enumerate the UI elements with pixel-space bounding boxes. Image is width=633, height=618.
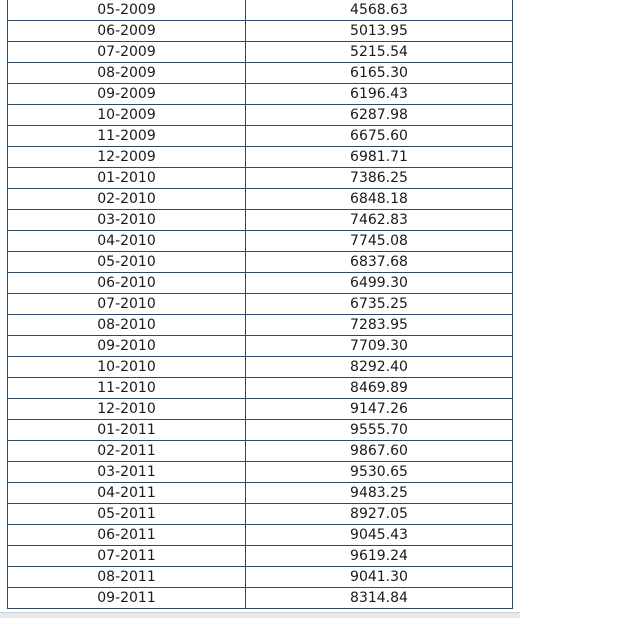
date-cell: 09-2009 [8,84,246,105]
value-cell: 6735.25 [246,294,513,315]
value-cell: 6981.71 [246,147,513,168]
value-cell: 6837.68 [246,252,513,273]
value-cell: 6848.18 [246,189,513,210]
value-cell: 6196.43 [246,84,513,105]
date-cell: 05-2011 [8,504,246,525]
value-cell: 7745.08 [246,231,513,252]
value-cell: 8927.05 [246,504,513,525]
table-row [8,483,513,504]
table-row [8,588,513,609]
date-cell: 06-2011 [8,525,246,546]
value-cell: 8292.40 [246,357,513,378]
value-cell: 4568.63 [246,0,513,21]
date-cell: 01-2011 [8,420,246,441]
value-cell: 7386.25 [246,168,513,189]
date-cell: 05-2010 [8,252,246,273]
date-cell: 02-2010 [8,189,246,210]
date-cell: 08-2010 [8,315,246,336]
value-cell: 9041.30 [246,567,513,588]
date-cell: 09-2010 [8,336,246,357]
date-cell: 07-2009 [8,42,246,63]
table-row [8,84,513,105]
date-cell: 03-2010 [8,210,246,231]
table-row [8,399,513,420]
table-row [8,210,513,231]
date-cell: 08-2009 [8,63,246,84]
value-cell: 9619.24 [246,546,513,567]
date-cell: 11-2009 [8,126,246,147]
value-cell: 9530.65 [246,462,513,483]
table-row [8,126,513,147]
date-cell: 08-2011 [8,567,246,588]
date-cell: 11-2010 [8,378,246,399]
table-row [8,567,513,588]
date-cell: 06-2010 [8,273,246,294]
value-cell: 6499.30 [246,273,513,294]
table-row [8,21,513,42]
value-cell: 9045.43 [246,525,513,546]
value-cell: 6165.30 [246,63,513,84]
table-row [8,504,513,525]
table-body [8,0,513,609]
table-row [8,231,513,252]
value-cell: 5215.54 [246,42,513,63]
table-row [8,273,513,294]
date-cell: 04-2010 [8,231,246,252]
date-cell: 12-2010 [8,399,246,420]
table-row [8,63,513,84]
table-row [8,294,513,315]
date-cell: 06-2009 [8,21,246,42]
table-row [8,168,513,189]
value-cell: 6675.60 [246,126,513,147]
window-bottom-edge [0,612,520,618]
value-cell: 6287.98 [246,105,513,126]
value-cell: 7283.95 [246,315,513,336]
value-cell: 9867.60 [246,441,513,462]
date-cell: 07-2011 [8,546,246,567]
value-cell: 9483.25 [246,483,513,504]
table-row [8,546,513,567]
value-cell: 8314.84 [246,588,513,609]
table-row [8,105,513,126]
date-cell: 10-2010 [8,357,246,378]
table-row [8,315,513,336]
date-cell: 12-2009 [8,147,246,168]
table-row [8,252,513,273]
table-row [8,378,513,399]
table-row [8,147,513,168]
value-cell: 9555.70 [246,420,513,441]
table-row [8,357,513,378]
date-cell: 10-2009 [8,105,246,126]
date-cell: 04-2011 [8,483,246,504]
value-cell: 8469.89 [246,378,513,399]
monthly-values-table [7,0,513,609]
value-cell: 5013.95 [246,21,513,42]
table-row [8,525,513,546]
date-cell: 09-2011 [8,588,246,609]
table-row [8,42,513,63]
value-cell: 7709.30 [246,336,513,357]
date-cell: 03-2011 [8,462,246,483]
table-row [8,189,513,210]
table-row [8,420,513,441]
table-row [8,0,513,21]
date-cell: 05-2009 [8,0,246,21]
date-cell: 01-2010 [8,168,246,189]
date-cell: 02-2011 [8,441,246,462]
table-row [8,462,513,483]
data-table-container [7,0,512,609]
value-cell: 9147.26 [246,399,513,420]
date-cell: 07-2010 [8,294,246,315]
table-row [8,336,513,357]
table-row [8,441,513,462]
value-cell: 7462.83 [246,210,513,231]
